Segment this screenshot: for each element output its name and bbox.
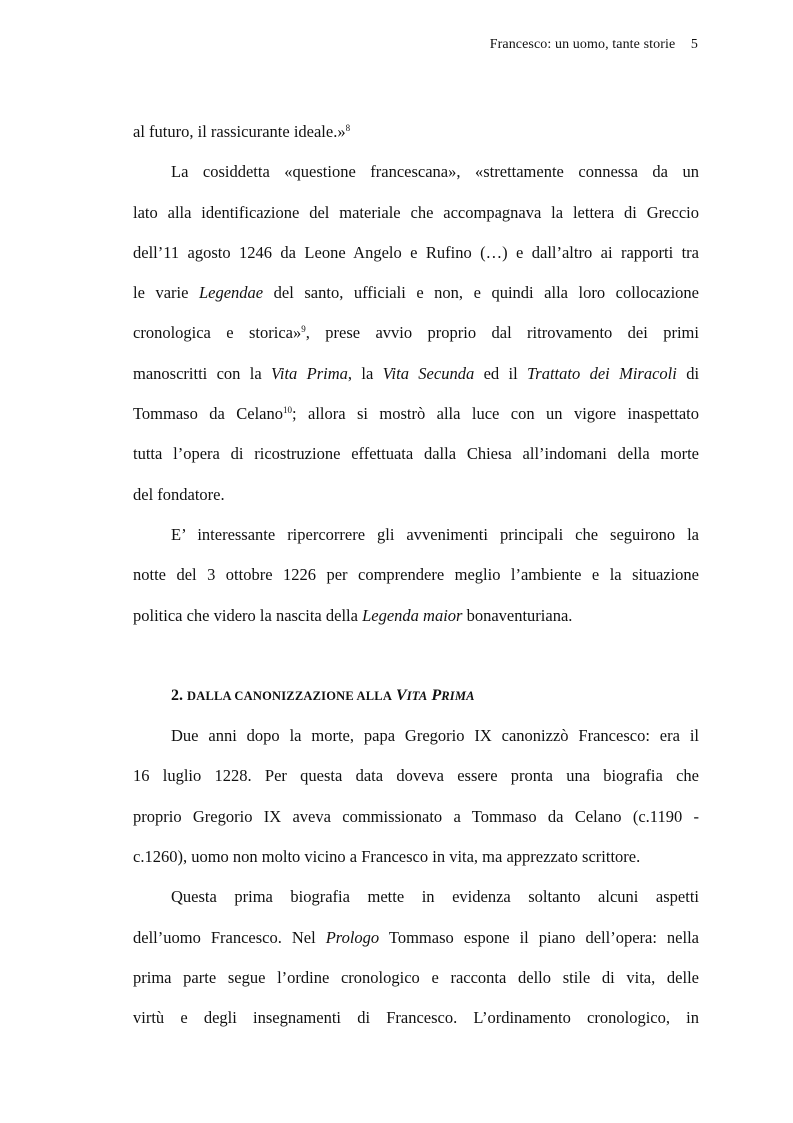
- text-run: del santo, ufficiali e non, e quindi alla loro collocazione: [273, 283, 700, 303]
- footnote-ref-10[interactable]: 10: [283, 405, 292, 416]
- paragraph-line: [133, 354, 699, 394]
- text-run: Tommaso espone il piano dell’opera: nella: [388, 927, 699, 947]
- text-run: , la: [347, 363, 374, 383]
- paragraph-line: La cosiddetta «questione francescana», «strettamente connessa da un: [171, 162, 699, 182]
- small-caps-initial: V: [396, 686, 407, 704]
- section-gap: [133, 636, 699, 676]
- text-run: Tommaso da Celano: [133, 404, 283, 424]
- text-run: ed il: [483, 363, 518, 383]
- italic-title: Trattato dei Miracoli: [527, 363, 677, 383]
- text-run: manoscritti con la: [133, 363, 262, 383]
- paragraph-line: Questa prima biografia mette in evidenza soltanto alcuni aspetti: [171, 887, 699, 907]
- text-run: politica che videro la nascita della: [133, 605, 358, 625]
- paragraph-line: Due anni dopo la morte, papa Gregorio IX canonizzò Francesco: era il: [171, 726, 699, 746]
- italic-title: Vita Prima: [271, 363, 348, 383]
- paragraph-line: [133, 112, 699, 152]
- paragraph-line: proprio Gregorio IX aveva commissionato a Tommaso da Celano (c.1190 -: [133, 806, 699, 826]
- text-run: di: [686, 363, 700, 383]
- paragraph-line: notte del 3 ottobre 1226 per comprendere meglio l’ambiente e la situazione: [133, 565, 699, 585]
- footnote-ref-8[interactable]: 8: [345, 123, 351, 133]
- footnote-ref-9[interactable]: 9: [301, 324, 306, 335]
- paragraph-line: [133, 313, 699, 353]
- paragraph-line: E’ interessante ripercorrere gli avvenimenti principali che seguirono la: [171, 524, 699, 544]
- text-run: al futuro, il rassicurante ideale.»: [133, 122, 346, 141]
- section-number: 2.: [171, 686, 183, 704]
- paragraph-line: 16 luglio 1228. Per questa data doveva essere pronta una biografia che: [133, 766, 699, 786]
- paragraph-line: c.1260), uomo non molto vicino a Francesco in vita, ma apprezzato scrittore.: [133, 847, 641, 867]
- running-header-title: Francesco: un uomo, tante storie: [489, 37, 676, 52]
- text-run: bonaventuriana.: [466, 605, 573, 625]
- italic-title: Legenda maior: [362, 605, 463, 625]
- paragraph-line: tutta l’opera di ricostruzione effettuata dalla Chiesa all’indomani della morte: [133, 444, 699, 464]
- running-header: [490, 37, 698, 53]
- small-caps-rest: RIMA: [441, 688, 475, 703]
- text-run: , prese avvio proprio dal ritrovamento dei primi: [305, 323, 699, 343]
- paragraph-line: [133, 596, 699, 636]
- text-run: cronologica e storica»: [133, 323, 302, 343]
- text-run: ; allora si mostrò alla luce con un vigore inaspettato: [292, 404, 699, 424]
- small-caps-rest: ITA: [406, 688, 428, 703]
- paragraph-line: dell’11 agosto 1246 da Leone Angelo e Rufino (…) e dall’altro ai rapporti tra: [133, 242, 699, 262]
- page-number: 5: [690, 37, 698, 52]
- body-text: [133, 112, 699, 1039]
- paragraph-line: [133, 273, 699, 313]
- text-run: le varie: [133, 283, 189, 303]
- paragraph-line: virtù e degli insegnamenti di Francesco. L’ordinamento cronologico, in: [133, 1008, 699, 1028]
- section-title-text: DALLA CANONIZZAZIONE ALLA: [187, 688, 393, 703]
- small-caps-initial: P: [431, 686, 442, 704]
- text-run: dell’uomo Francesco. Nel: [133, 927, 316, 947]
- paragraph-line: prima parte segue l’ordine cronologico e racconta dello stile di vita, delle: [133, 967, 699, 987]
- section-title-italic: [396, 687, 475, 704]
- paragraph-line: [133, 918, 699, 958]
- italic-title: Legendae: [198, 283, 264, 303]
- paragraph-line: [133, 394, 699, 434]
- paragraph-line: del fondatore.: [133, 484, 225, 504]
- italic-title: Prologo: [325, 927, 380, 947]
- paragraph-line: lato alla identificazione del materiale che accompagnava la lettera di Greccio: [133, 202, 699, 222]
- section-heading: [133, 676, 699, 716]
- italic-title: Vita Secunda: [382, 363, 475, 383]
